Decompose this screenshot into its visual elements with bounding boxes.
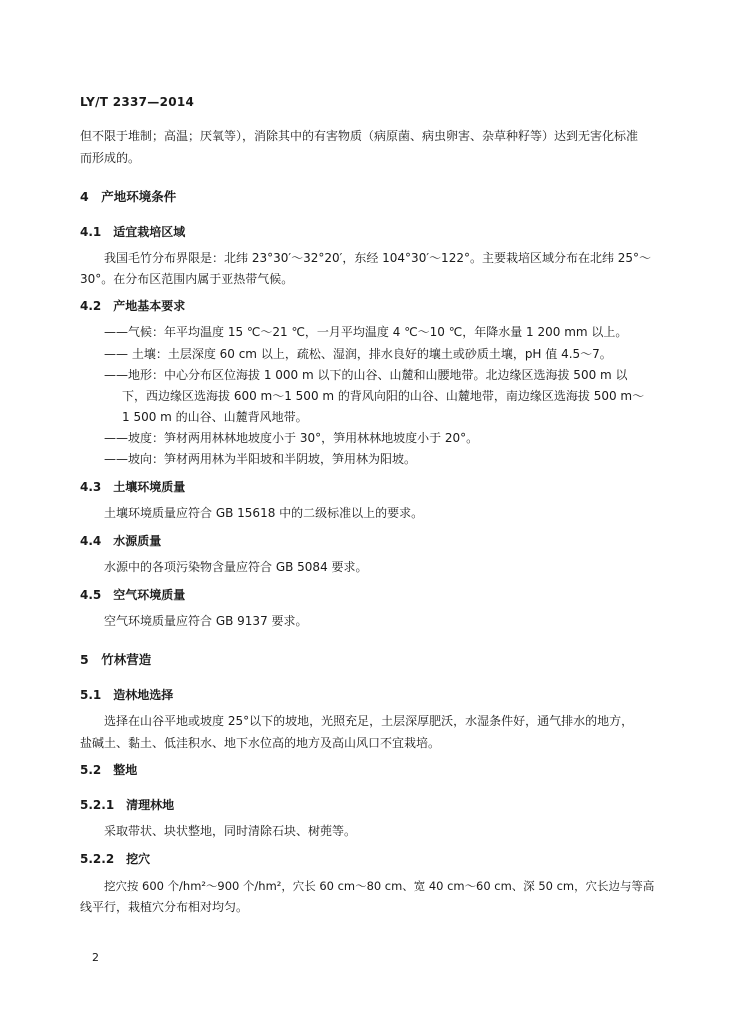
section-4-2-title: 4.2 产地基本要求 — [80, 299, 186, 313]
section-4-4-title: 4.4 水源质量 — [80, 534, 162, 548]
standard-number: LY/T 2337—2014 — [80, 95, 195, 109]
section-4-3-line-1: 土壤环境质量应符合 GB 15618 中的二级标准以上的要求。 — [104, 506, 424, 520]
section-4-4-line-1: 水源中的各项污染物含量应符合 GB 5084 要求。 — [104, 560, 368, 574]
section-5-2-2-line-1: 挖穴按 600 个/hm²～900 个/hm²，穴长 60 cm～80 cm、宽 40 cm～60 cm、深 50 cm，穴长边与等高 — [104, 879, 655, 893]
aspect-item: ——坡向：笋材两用林为半阳坡和半阴坡，笋用林为阳坡。 — [104, 452, 417, 466]
section-4-title: 4 产地环境条件 — [80, 189, 177, 204]
section-4-1-line-2: 30°。在分布区范围内属于亚热带气候。 — [80, 272, 294, 286]
terrain-item-line-1: ——地形：中心分布区位海拔 1 000 m 以下的山谷、山麓和山腰地带。北边缘区选海拔 500 m 以 — [104, 368, 628, 382]
climate-item: ——气候：年平均温度 15 ℃～21 ℃，一月平均温度 4 ℃～10 ℃，年降水量 1 200 mm 以上。 — [104, 325, 628, 339]
section-5-2-2-line-2: 线平行，栽植穴分布相对均匀。 — [80, 900, 249, 914]
section-5-2-1-title: 5.2.1 清理林地 — [80, 798, 175, 812]
section-5-1-line-1: 选择在山谷平地或坡度 25°以下的坡地，光照充足，土层深厚肥沃，水湿条件好，通气排水的地方， — [104, 714, 634, 728]
section-4-5-title: 4.5 空气环境质量 — [80, 588, 186, 602]
section-4-3-title: 4.3 土壤环境质量 — [80, 480, 186, 494]
section-5-1-title: 5.1 造林地选择 — [80, 688, 174, 702]
terrain-item-line-2: 下，西边缘区选海拔 600 m～1 500 m 的背风向阳的山谷、山麓地带，南边缘区选海拔 500 m～ — [122, 389, 645, 403]
section-4-1-title: 4.1 适宜栽培区域 — [80, 225, 186, 239]
section-4-5-line-1: 空气环境质量应符合 GB 9137 要求。 — [104, 614, 308, 628]
section-5-2-title: 5.2 整地 — [80, 763, 138, 777]
section-5-title: 5 竹林营造 — [80, 652, 152, 667]
section-4-1-line-1: 我国毛竹分布界限是：北纬 23°30′～32°20′，东经 104°30′～122°。主要栽培区域分布在北纬 25°～ — [104, 251, 652, 265]
section-5-2-1-line-1: 采取带状、块状整地，同时清除石块、树蔸等。 — [104, 824, 357, 838]
page-number: 2 — [92, 951, 99, 964]
section-5-1-line-2: 盐碱土、黏土、低洼积水、地下水位高的地方及高山风口不宜栽培。 — [80, 736, 441, 750]
continuation-line-1: 但不限于堆制；高温；厌氧等），消除其中的有害物质（病原菌、病虫卵害、杂草种籽等）达到无害化标准 — [80, 129, 639, 143]
continuation-line-2: 而形成的。 — [80, 151, 141, 165]
slope-item: ——坡度：笋材两用林林地坡度小于 30°，笋用林林地坡度小于 20°。 — [104, 431, 479, 445]
terrain-item-line-3: 1 500 m 的山谷、山麓背风地带。 — [122, 410, 308, 424]
soil-item: —— 土壤：土层深度 60 cm 以上，疏松、湿润，排水良好的壤土或砂质土壤，pH 值 4.5～7。 — [104, 347, 612, 361]
section-5-2-2-title: 5.2.2 挖穴 — [80, 852, 151, 866]
